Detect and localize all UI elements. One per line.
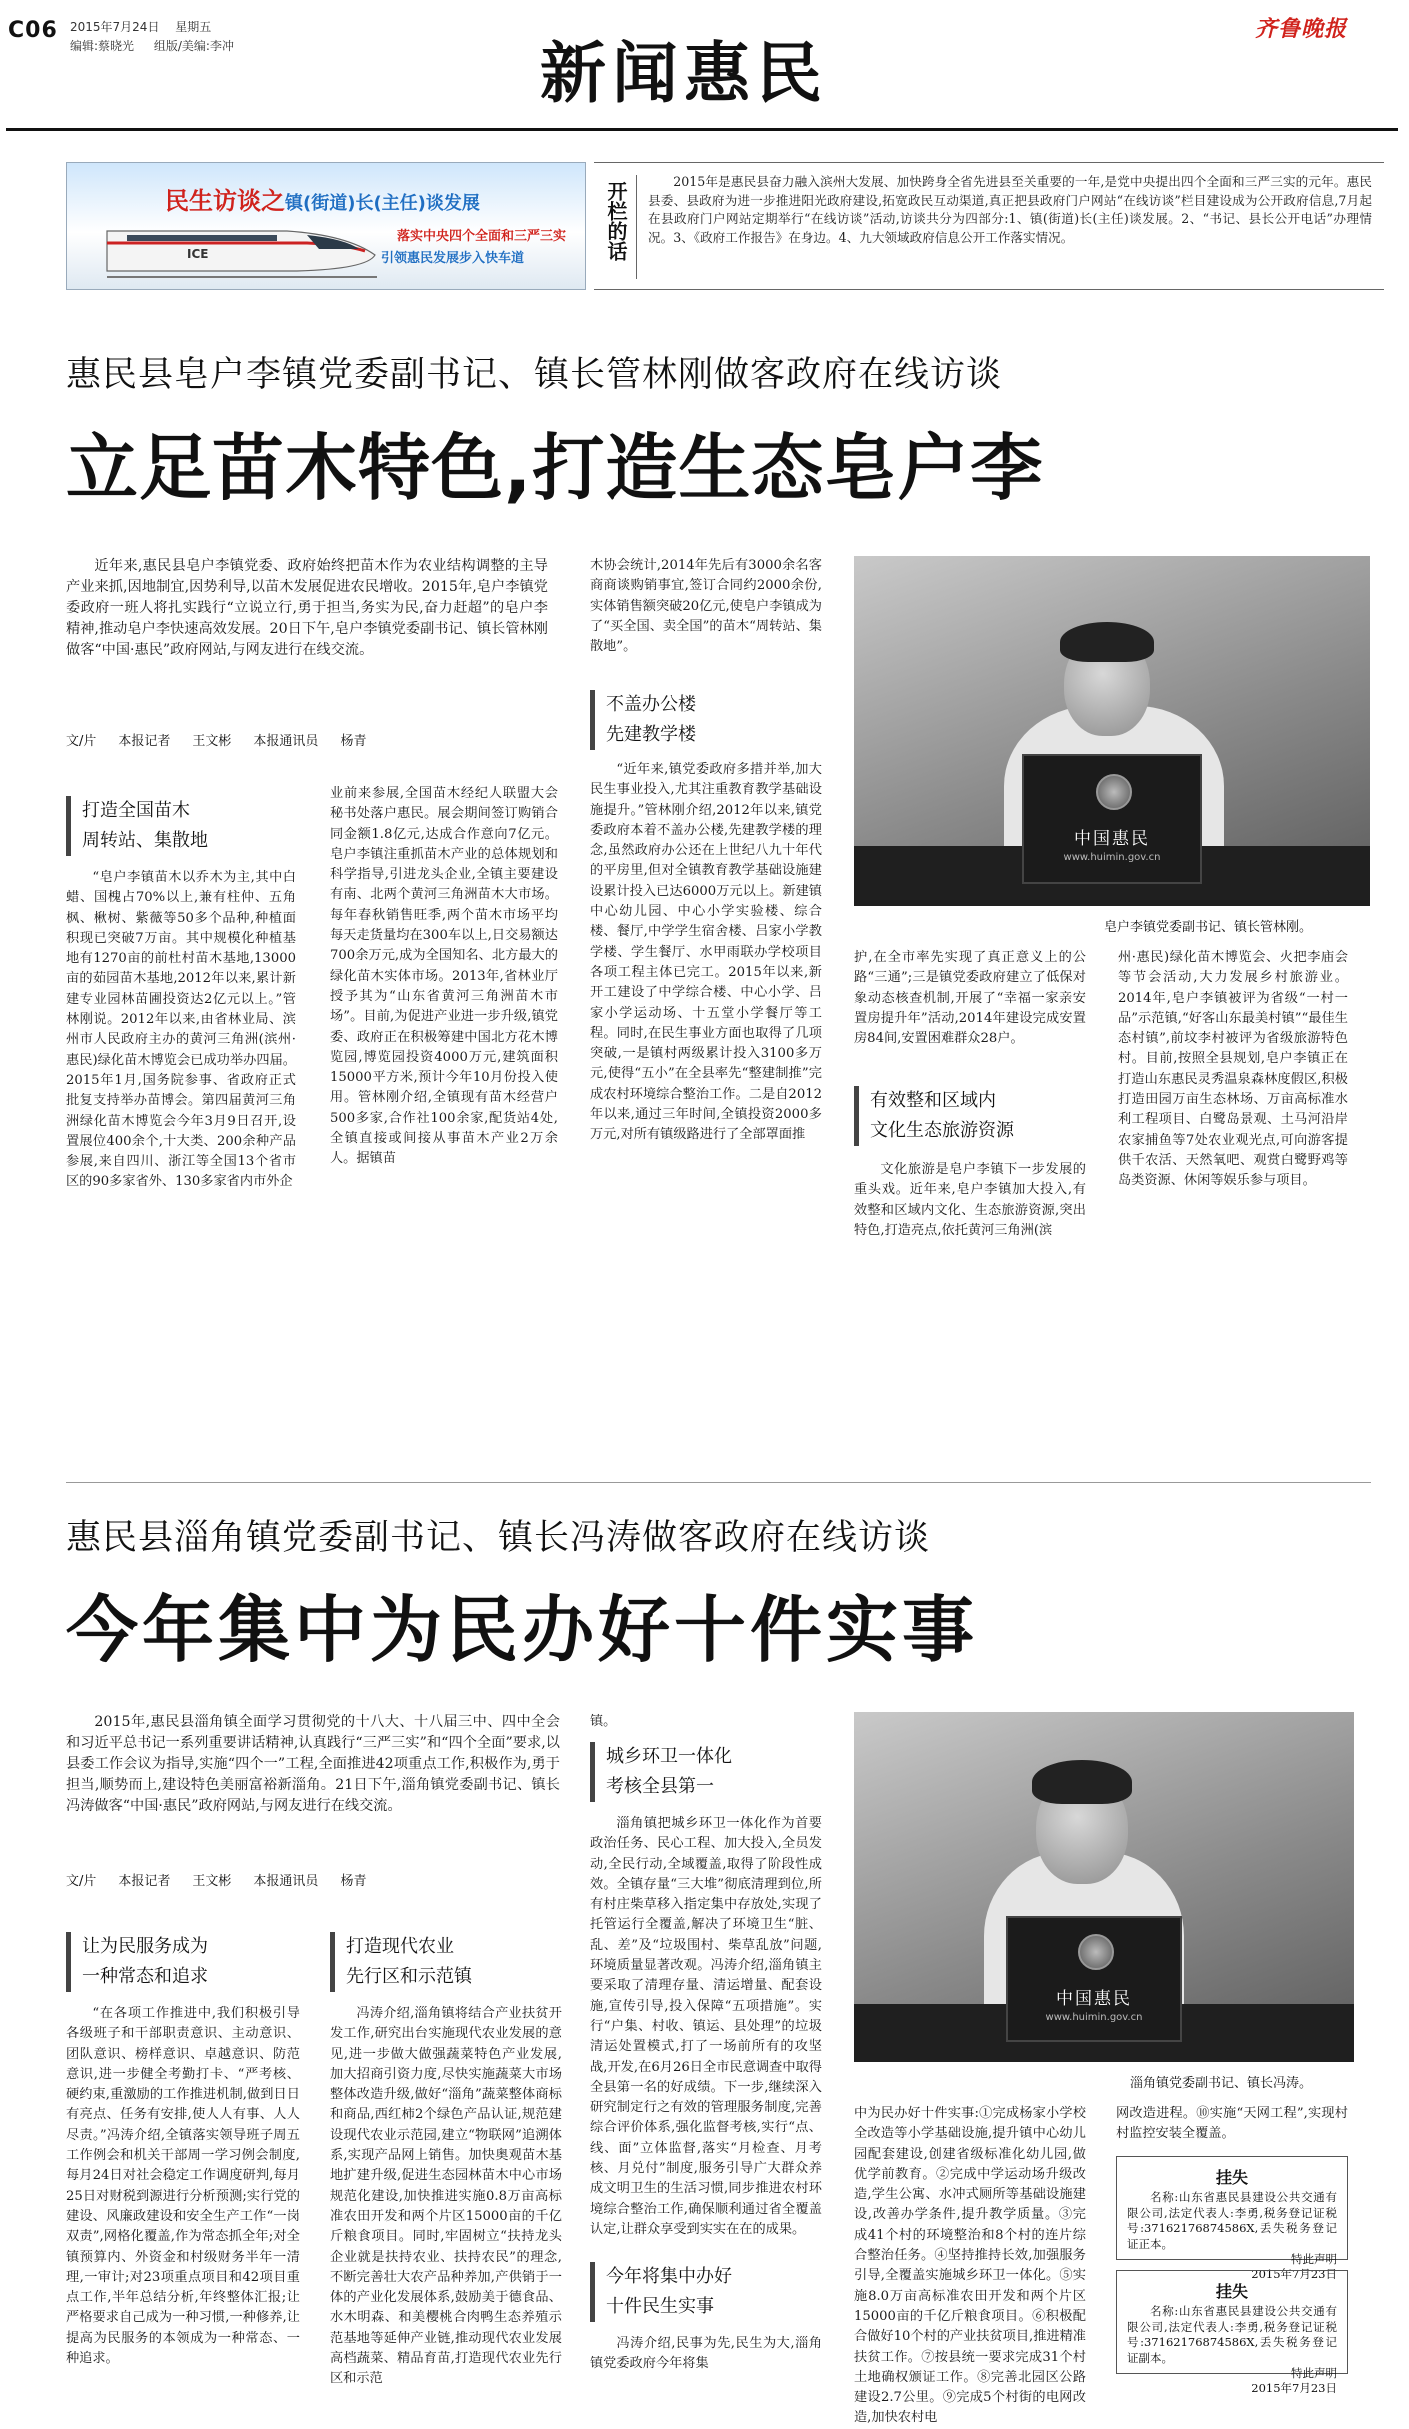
article1-col4a: 护,在全市率先实现了真正意义上的公路“三通”;三是镇党委政府建立了低保对象动态核查机制,开展了“幸福一家亲安置房提升年”活动,2014年建设完成安置房84间,安置困难群众28户。 bbox=[854, 950, 1086, 1047]
article2-col4: 中为民办好十件实事:①完成杨家小学校全改造等小学基础设施,提升镇中心幼儿园配套建设,创建省级标准化幼儿园,做优学前教育。②完成中学运动场升级改造,学生公寓、水冲式厕所等基础设施建设,改善办学条件,提升教学质量。③完成41个村的环境整治和8个村的连片综合整治任务。④坚持推持长效,加强服务引导,全覆盖实施城乡环卫一体化。⑤实施8.0万亩高标准农田开发和两个片区15000亩的千亿斤粮食项目。⑥积极配合做好10个村的产业扶贫项目,推进精准扶贫工作。⑦按县统一要求完成31个村土地确权颁证工作。⑧完善北园区公路建设2.7公里。⑨完成5个村街的电网改造,加快农村电 bbox=[854, 2106, 1086, 2426]
train-mark: ICE bbox=[187, 247, 209, 261]
article2-subhead-1: 让为民服务成为 一种常态和追求 bbox=[66, 1932, 306, 1992]
article2-col1: “在各项工作推进中,我们积极引导各级班子和干部职责意识、主动意识、团队意识、榜样意识、卓越意识、防范意识,进一步健全考勤打卡、“严考核、硬约束,重激励的工作推进机制,做到日日有亮点、任务有安排,使人人有事、人人尽责。”冯涛介绍,全镇落实领导班子周五工作例会和机关干部周一学习例会制度,每月24日对社会稳定工作调度研判,每月25日对财税到源进行分析预测;实行党的建设、风廉政建设和安全生产工作“一岗双责”,网格化覆盖,作为常态抓全年;对全镇预算内、外资金和村级财务半年一清理,一审计;对23项重点项目和42项目重点工作,半年总结分析,年终整体汇报;让严格要求自己成为一种习惯,一种修养,让提高为民服务的本领成为一种常态、一种追求。 bbox=[66, 2006, 300, 2367]
banner-title-part2: 镇(街道)长(主任)谈发展 bbox=[285, 193, 480, 214]
banner-line1: 落实中央四个全面和三严三实 bbox=[397, 229, 567, 244]
editor-line bbox=[70, 37, 234, 54]
article2-credit: 文/片 本报记者 王文彬 本报通讯员 杨青 bbox=[66, 1874, 367, 1889]
notice-date: 2015年7月23日 bbox=[1251, 2381, 1337, 2395]
article2-photo bbox=[854, 1712, 1354, 2062]
article1-subhead-3: 有效整和区域内 文化生态旅游资源 bbox=[854, 1086, 1086, 1146]
masthead-rule bbox=[6, 128, 1398, 131]
article1-col5: 州·惠民)绿化苗木博览会、火把李庙会等节会活动,大力发展乡村旅游业。2014年,皂户李镇被评为省级“一村一品”示范镇,“好客山东最美村镇”“最佳生态村镇”,前坟李村被评为省级旅游特色村。目前,按照全县规划,皂户李镇正在打造山东惠民灵秀温泉森林度假区,积极打造田园万亩生态林场、万亩高标准水利工程项目、白鹭岛景观、土马河沿岸农家捕鱼等7处农业观光点,可向游客提供千农活、天然氧吧、观赏白鹭野鸡等岛类资源、休闲等娱乐参与项目。 bbox=[1118, 950, 1348, 1189]
article2-subhead-2: 打造现代农业 先行区和示范镇 bbox=[330, 1932, 562, 1992]
notice-title: 挂失 bbox=[1215, 2168, 1248, 2187]
article1-subhead-2: 不盖办公楼 先建教学楼 bbox=[590, 690, 822, 750]
notice-box-2 bbox=[1116, 2270, 1348, 2395]
article2-col5: 网改造进程。⑩实施“天网工程”,实现村村监控安装全覆盖。 bbox=[1116, 2106, 1348, 2142]
person-hair bbox=[1032, 1760, 1132, 1804]
article1-headline: 立足苗木特色,打造生态皂户李 bbox=[66, 426, 1044, 510]
train-illustration bbox=[107, 221, 377, 281]
plate-url: www.huimin.gov.cn bbox=[1045, 2012, 1143, 2023]
plate-text: 中国惠民 bbox=[1074, 829, 1150, 849]
kaiyuan-divider bbox=[636, 175, 637, 279]
article1-lead: 近年来,惠民县皂户李镇党委、政府始终把苗木作为农业结构调整的主导产业来抓,因地制宜,因势利导,以苗木发展促进农民增收。2015年,皂户李镇党委政府一班人将扎实践行“立说立行,勇于担当,务实为民,奋力赶超”的皂户李精神,推动皂户李快速高效发展。20日下午,皂户李镇党委副书记、镇长管林刚做客“中国·惠民”政府网站,与网友进行在线交流。 bbox=[66, 558, 548, 658]
article1-col2: 业前来参展,全国苗木经纪人联盟大会秘书处落户惠民。展会期间签订购销合同金额1.8亿元,达成合作意向7亿元。皂户李镇注重抓苗木产业的总体规划和科学指导,引进龙头企业,全镇主要建设有南、北两个黄河三角洲苗木大市场。每年春秋销售旺季,两个苗木市场平均每天走货量均在300车以上,日交易额达700余万元,成为全国知名、北方最大的绿化苗木实体市场。2013年,省林业厅授予其为“山东省黄河三角洲苗木市场”。目前,为促进产业进一步升级,镇党委、政府正在积极筹建中国北方花木博览园,博览园投资4000万元,建筑面积15000平方米,预计今年10月份投入使用。管林刚介绍,全镇现有苗木经营户500多家,合作社100余家,配货站4处,全镇直接或间接从事苗木产业2万余人。据镇苗 bbox=[330, 786, 558, 1167]
notice-date: 2015年7月23日 bbox=[1251, 2267, 1337, 2281]
nameplate bbox=[1022, 754, 1202, 884]
article1-photo-caption: 皂户李镇党委副书记、镇长管林刚。 bbox=[1104, 920, 1313, 935]
brand-logo: 齐鲁晚报 bbox=[1255, 16, 1348, 42]
date-text: 2015年7月24日 bbox=[70, 20, 160, 34]
article2-col2: 冯涛介绍,淄角镇将结合产业扶贫开发工作,研究出台实施现代农业发展的意见,进一步做大做强蔬菜特色产业发展,加大招商引资力度,尽快实施蔬菜大市场整体改造升级,做好“淄角”蔬菜整体商标和商品,西红柿2个绿色产品认证,规范建设现代农业示范园,建立“物联网”追溯体系,实现产品网上销售。加快奥观苗木基地扩建升级,促进生态园林苗木中心市场规范化建设,加快推进实施0.8万亩高标准农田开发和两个片区15000亩的千亿斤粮食项目。同时,牢固树立“扶持龙头企业就是扶持农业、扶持农民”的理念,不断完善壮大农产品种养加,产供销于一体的产业化发展体系,鼓励美于德食品、水木明森、和美樱桃合肉鸭生态养殖示范基地等延伸产业链,推动现代农业发展高档蔬菜、精品育苗,打造现代农业先行区和示范 bbox=[330, 2006, 562, 2387]
article2-lead: 2015年,惠民县淄角镇全面学习贯彻党的十八大、十八届三中、四中全会和习近平总书记一系列重要讲话精神,认真践行“三严三实”和“四个全面”要求,以县委工作会议为指导,实施“四个一”工程,全面推进42项重点工作,积极作为,勇于担当,顺势而上,建设特色美丽富裕新淄角。21日下午,淄角镇党委副书记、镇长冯涛做客“中国·惠民”政府网站,与网友进行在线交流。 bbox=[66, 1714, 560, 1814]
banner-title-part1: 民生访谈之 bbox=[165, 187, 285, 215]
article1-subhead-1: 打造全国苗木 周转站、集散地 bbox=[66, 796, 306, 856]
banner-title bbox=[165, 181, 480, 216]
banner-line2: 引领惠民发展步入快车道 bbox=[381, 251, 525, 266]
section-title: 新闻惠民 bbox=[540, 34, 828, 112]
plate-text: 中国惠民 bbox=[1056, 1989, 1132, 2009]
weekday-text: 星期五 bbox=[175, 20, 212, 34]
article2-col3c: 冯涛介绍,民事为先,民生为大,淄角镇党委政府今年将集 bbox=[590, 2336, 822, 2372]
article-divider bbox=[66, 1482, 1371, 1483]
kaiyuan-box bbox=[594, 162, 1384, 290]
emblem-icon bbox=[1096, 774, 1132, 810]
kaiyuan-label: 开栏的话 bbox=[604, 181, 628, 261]
notice-tail: 特此声明 bbox=[1291, 2366, 1337, 2380]
notice-text: 名称:山东省惠民县建设公共交通有限公司,法定代表人:李勇,税务登记证税号:37162176874586X,丢失税务登记证正本。 bbox=[1127, 2190, 1337, 2251]
notice-tail: 特此声明 bbox=[1291, 2252, 1337, 2266]
article1-photo bbox=[854, 556, 1370, 906]
person-hair bbox=[1060, 622, 1154, 662]
article2-kicker: 惠民县淄角镇党委副书记、镇长冯涛做客政府在线访谈 bbox=[66, 1518, 931, 1558]
article2-headline: 今年集中为民办好十件实事 bbox=[66, 1588, 979, 1672]
nameplate bbox=[1006, 1916, 1182, 2042]
kaiyuan-text: 2015年是惠民县奋力融入滨州大发展、加快跨身全省先进县至关重要的一年,是党中央提出四个全面和三严三实的元年。惠民县委、县政府为进一步推进阳光政府建设,拓宽政民互动渠道,真正把县政府门户网站“在线访谈”栏目建设成为公开政府信息,7月起在县政府门户网站定期举行“在线访谈”活动,访谈共分为四部分:1、镇(街道)长(主任)谈发展。2、“书记、县长公开电话”办理情况。3、《政府工作报告》在身边。4、九大领域政府信息公开工作落实情况。 bbox=[648, 174, 1372, 245]
layout-text: 组版/美编:李冲 bbox=[153, 39, 234, 53]
notice-title: 挂失 bbox=[1215, 2282, 1248, 2301]
article2-subhead-4: 今年将集中办好 十件民生实事 bbox=[590, 2262, 822, 2322]
article1-col4b: 文化旅游是皂户李镇下一步发展的重头戏。近年来,皂户李镇加大投入,有效整和区域内文化、生态旅游资源,突出特色,打造亮点,依托黄河三角洲(滨 bbox=[854, 1162, 1086, 1238]
banner bbox=[66, 162, 586, 290]
article2-photo-caption: 淄角镇党委副书记、镇长冯涛。 bbox=[1130, 2076, 1313, 2091]
plate-url: www.huimin.gov.cn bbox=[1063, 852, 1161, 863]
emblem-icon bbox=[1078, 1934, 1114, 1970]
editor-text: 编辑:蔡晓光 bbox=[70, 39, 135, 53]
page-number: C06 bbox=[8, 18, 58, 43]
article1-col1: “皂户李镇苗木以乔木为主,其中白蜡、国槐占70%以上,兼有柱仲、五角枫、楸树、紫薇等50多个品种,种植面积现已突破7万亩。其中规模化种植基地有1270亩的前杜村苗木基地,13000亩的茹园苗木基地,2012年以来,累计新建专业园林苗圃投资达2亿元以上。”管林刚说。2012年以来,由省林业局、滨州市人民政府主办的黄河三角洲(滨州·惠民)绿化苗木博览会已成功举办四届。2015年1月,国务院参事、省政府正式批复支持举办苗博会。第四届黄河三角洲绿化苗木博览会今年3月9日召开,设置展位400余个,十大类、200余种产品参展,来自四川、浙江等全国13个省市区的90多家省外、130多家省内市外企 bbox=[66, 870, 296, 1190]
article2-col3: 淄角镇把城乡环卫一体化作为首要政治任务、民心工程、加大投入,全员发动,全民行动,全域覆盖,取得了阶段性成效。全镇存量“三大堆”彻底清理到位,所有村庄柴草移入指定集中存放处,实现了托管运行全覆盖,解决了环境卫生“脏、乱、差”及“垃圾围村、柴草乱放”问题,环境质量显著改观。冯涛介绍,淄角镇主要采取了清理存量、清运增量、配套设施,宣传引导,投入保障“五项措施”。实行“户集、村收、镇运、县处理”的垃圾清运处置模式,打了一场前所有的攻坚战,开发,在6月26日全市民意调查中取得全县第一名的好成绩。下一步,继续深入研究制定行之有效的管理服务制度,完善综合评价体系,强化监督考核,实行“点、线、面”立体监督,落实“月检查、月考核、月兑付”制度,服务引导广大群众养成文明卫生的生活习惯,同步推进农村环境综合整治工作,确保顺利通过省全覆盖认定,让群众享受到实实在在的成果。 bbox=[590, 1816, 822, 2237]
notice-text: 名称:山东省惠民县建设公共交通有限公司,法定代表人:李勇,税务登记证税号:37162176874586X,丢失税务登记证副本。 bbox=[1127, 2304, 1337, 2365]
notice-box-1 bbox=[1116, 2156, 1348, 2281]
article1-col3b: “近年来,镇党委政府多措并举,加大民生事业投入,尤其注重教育教学基础设施提升。”管林刚介绍,2012年以来,镇党委政府本着不盖办公楼,先建教学楼的理念,虽然政府办公还在上世纪八九十年代的平房里,但对全镇教育教学基础设施建设累计投入已达6000万元以上。新建镇中心幼儿园、中心小学实验楼、综合楼、餐厅,中学学生宿舍楼、吕家小学教学楼、学生餐厅、水甲雨联办学校项目各项工程主体已完工。2015年以来,新开工建设了中学综合楼、中心小学、吕家小学运动场、十五堂小学餐厅等工程。同时,在民生事业方面也取得了几项突破,一是镇村两级累计投入3100多万元,使得“五小”在全县率先“整建制推”完成农村环境综合整治工作。二是自2012年以来,通过三年时间,全镇投资2000多万元,对所有镇级路进行了全部罩面推 bbox=[590, 762, 822, 1143]
article1-kicker: 惠民县皂户李镇党委副书记、镇长管林刚做客政府在线访谈 bbox=[66, 355, 1003, 395]
article2-lead-tail: 镇。 bbox=[590, 1714, 617, 1729]
article2-subhead-3: 城乡环卫一体化 考核全县第一 bbox=[590, 1742, 822, 1802]
article1-col3a: 木协会统计,2014年先后有3000余名客商商谈购销事宜,签订合同约2000余份,实体销售额突破20亿元,使皂户李镇成为了“买全国、卖全国”的苗木“周转站、集散地”。 bbox=[590, 558, 822, 655]
issue-date bbox=[70, 18, 211, 35]
article1-credit: 文/片 本报记者 王文彬 本报通讯员 杨青 bbox=[66, 734, 367, 749]
